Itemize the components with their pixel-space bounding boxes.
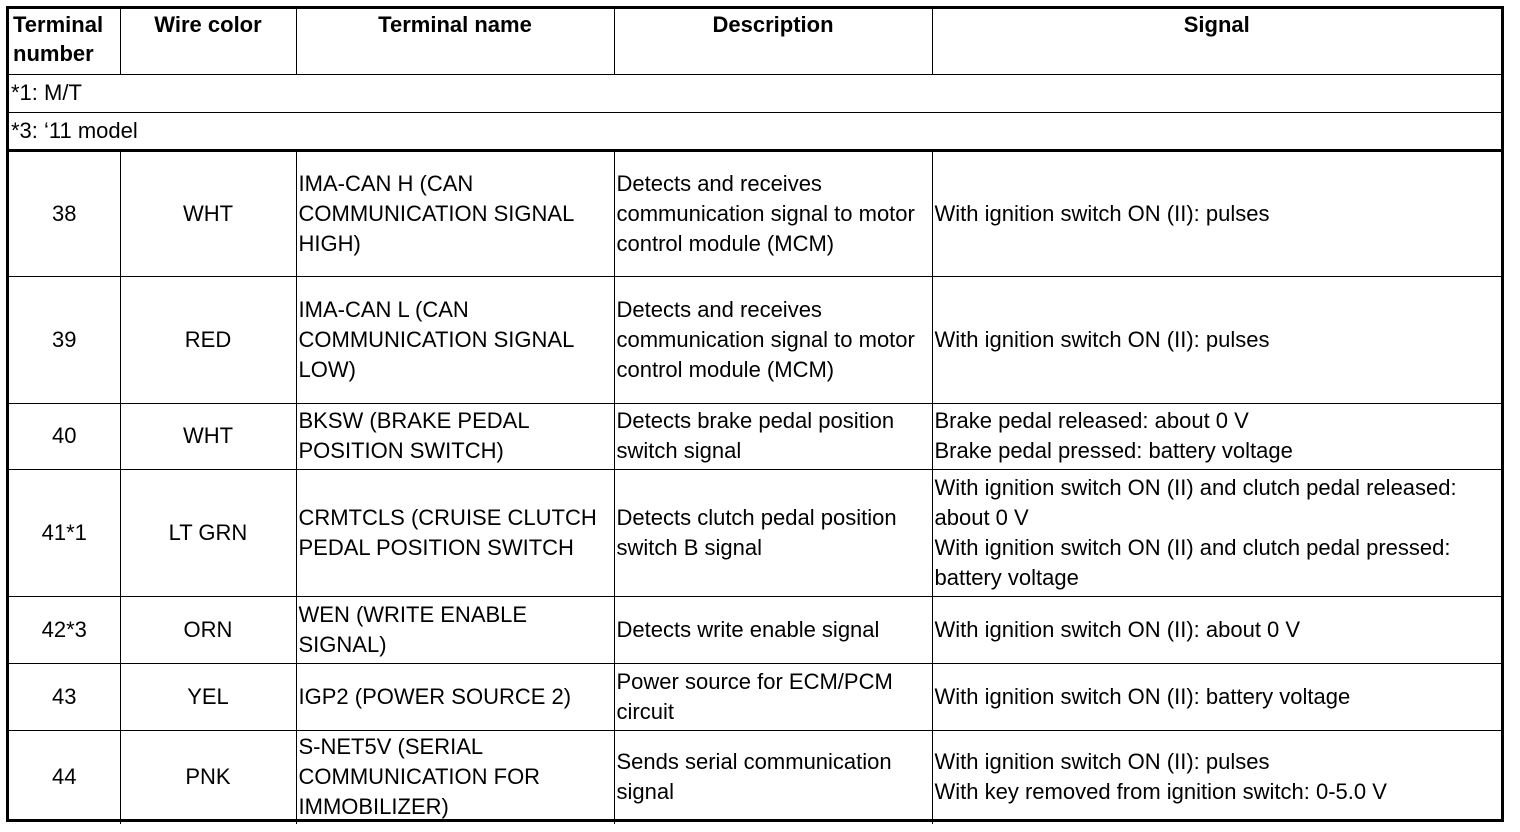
signal-cell	[932, 150, 1501, 276]
table-row	[9, 663, 1501, 730]
terminal-number-cell: 43	[9, 663, 120, 730]
header-description: Description	[614, 9, 932, 74]
signal-cell	[932, 276, 1501, 403]
description-cell: Detects brake pedal position switch signal	[614, 403, 932, 469]
signal-line: With ignition switch ON (II): pulses	[934, 200, 1270, 226]
terminal-name-cell: BKSW (BRAKE PEDAL POSITION SWITCH)	[296, 403, 614, 469]
note-row	[9, 74, 1501, 112]
table-row	[9, 596, 1501, 663]
terminal-name-cell: IGP2 (POWER SOURCE 2)	[296, 663, 614, 730]
header-terminal-name: Terminal name	[296, 9, 614, 74]
terminal-number-cell: 40	[9, 403, 120, 469]
wire-color-cell: ORN	[120, 596, 296, 663]
signal-line: With ignition switch ON (II): pulses	[934, 749, 1270, 775]
signal-cell	[932, 596, 1501, 663]
signal-cell	[932, 663, 1501, 730]
description-cell: Detects and receives communication signal to motor control module (MCM)	[614, 150, 932, 276]
wire-color-cell: PNK	[120, 730, 296, 824]
description-cell: Sends serial communication signal	[614, 730, 932, 824]
description-cell: Detects and receives communication signal to motor control module (MCM)	[614, 276, 932, 403]
signal-cell	[932, 469, 1501, 596]
note-mt: *1: M/T	[9, 74, 1501, 112]
note-row	[9, 112, 1501, 150]
wire-color-cell: RED	[120, 276, 296, 403]
table-row	[9, 276, 1501, 403]
header-signal: Signal	[932, 9, 1501, 74]
description-cell: Detects clutch pedal position switch B signal	[614, 469, 932, 596]
signal-line: Brake pedal pressed: battery voltage	[934, 438, 1293, 463]
wire-color-cell: LT GRN	[120, 469, 296, 596]
wire-color-cell: WHT	[120, 403, 296, 469]
table-row	[9, 403, 1501, 469]
terminal-name-cell: S-NET5V (SERIAL COMMUNICATION FOR IMMOBILIZER)	[296, 730, 614, 824]
terminal-number-cell: 39	[9, 276, 120, 403]
table-row	[9, 469, 1501, 596]
wire-color-cell: YEL	[120, 663, 296, 730]
signal-line: With ignition switch ON (II) and clutch pedal released: about 0 V	[934, 474, 1457, 530]
signal-line: With ignition switch ON (II): battery voltage	[934, 683, 1351, 709]
terminal-table	[9, 9, 1501, 824]
terminal-name-cell: CRMTCLS (CRUISE CLUTCH PEDAL POSITION SWITCH	[296, 469, 614, 596]
signal-cell	[932, 403, 1501, 469]
description-cell: Power source for ECM/PCM circuit	[614, 663, 932, 730]
terminal-name-cell: WEN (WRITE ENABLE SIGNAL)	[296, 596, 614, 663]
terminal-name-cell: IMA-CAN L (CAN COMMUNICATION SIGNAL LOW)	[296, 276, 614, 403]
table-row	[9, 150, 1501, 276]
note-model-year: *3: ‘11 model	[9, 112, 1501, 150]
signal-line: Brake pedal released: about 0 V	[934, 408, 1249, 433]
signal-line: With ignition switch ON (II): about 0 V	[934, 616, 1301, 642]
signal-line: With ignition switch ON (II) and clutch pedal pressed: battery voltage	[934, 534, 1451, 590]
terminal-number-cell: 41*1	[9, 469, 120, 596]
header-row	[9, 9, 1501, 74]
signal-line: With ignition switch ON (II): pulses	[934, 326, 1270, 352]
wire-color-cell: WHT	[120, 150, 296, 276]
signal-line: With key removed from ignition switch: 0-5.0 V	[934, 779, 1387, 805]
terminal-name-cell: IMA-CAN H (CAN COMMUNICATION SIGNAL HIGH)	[296, 150, 614, 276]
description-cell: Detects write enable signal	[614, 596, 932, 663]
terminal-number-cell: 44	[9, 730, 120, 824]
signal-cell	[932, 730, 1501, 824]
terminal-number-cell: 42*3	[9, 596, 120, 663]
table-row	[9, 730, 1501, 824]
header-wire-color: Wire color	[120, 9, 296, 74]
terminal-number-cell: 38	[9, 150, 120, 276]
header-terminal-number: Terminal number	[9, 9, 120, 74]
terminal-table-frame	[6, 6, 1504, 822]
